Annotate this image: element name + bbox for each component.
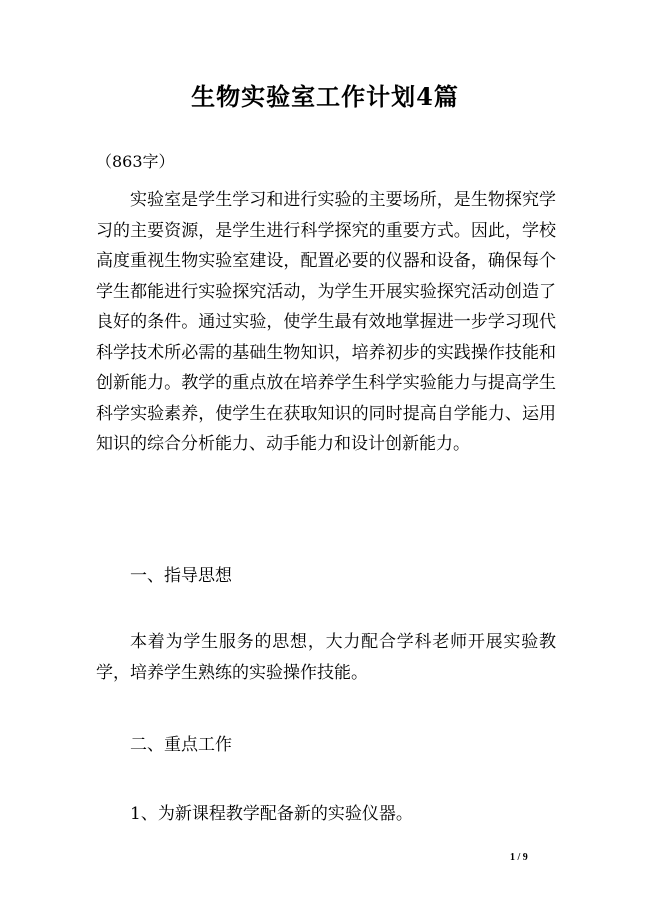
section-item-1: 1、为新课程教学配备新的实验仪器。 [130,804,413,824]
word-count: （863字） [96,152,175,171]
section-body-guiding-thought: 本着为学生服务的思想，大力配合学科老师开展实验教学，培养学生熟练的实验操作技能。 [96,632,556,683]
document-title: 生物实验室工作计划4篇 [191,82,459,111]
page-number: 1 / 9 [510,852,528,863]
section-heading-key-work: 二、重点工作 [130,735,232,755]
intro-paragraph: 实验室是学生学习和进行实验的主要场所，是生物探究学习的主要资源，是学生进行科学探究的重要方式。因此，学校高度重视生物实验室建设，配置必要的仪器和设备，确保每个学生都能进行实验探究活动，为学生开展实验探究活动创造了良好的条件。通过实验，使学生最有效地掌握进一步学习现代科学技术所必需的基础生物知识，培养初步的实践操作技能和创新能力。教学的重点放在培养学生科学实验能力与提高学生科学实验素养，使学生在获取知识的同时提高自学能力、运用知识的综合分析能力、动手能力和设计创新能力。 [96,190,556,454]
section-heading-guiding-thought: 一、指导思想 [130,566,232,586]
